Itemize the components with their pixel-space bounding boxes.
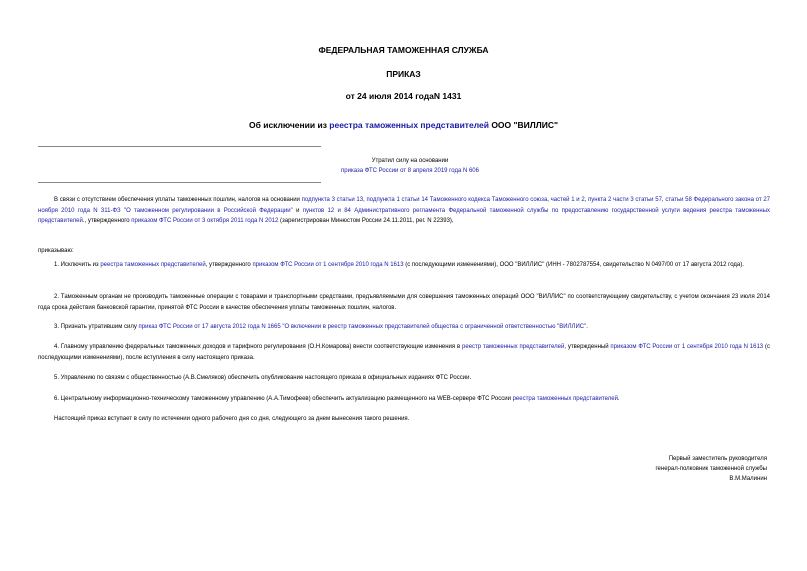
signature-block xyxy=(507,454,767,484)
preamble-text: и xyxy=(292,207,303,214)
signer-rank: генерал-полковник таможенной службы xyxy=(655,466,767,472)
item-text: (с последующими изменениями), ООО "ВИЛЛИС" (ИНН - 7802787554, свидетельство N 0497/00 от 17 августа 2012 года). xyxy=(403,262,744,268)
item-link[interactable]: приказ ФТС России от 17 августа 2012 года N 1665 "О включении в реестр таможенных представителей общества с ограниченной ответственностью "ВИЛЛИС" xyxy=(138,324,587,330)
preamble-link[interactable]: статьи 58 Федерального закона от 27 ноября 2010 года N 311-ФЗ "О таможенном регулировании в Российской Федерации" xyxy=(38,197,771,214)
orders-word: приказываю: xyxy=(38,248,74,254)
item-text: 6. Центральному информационно-техническому таможенному управлению (А.А.Тимофеев) обеспечить актуализацию размещенного на WEB-сервере ФТС России xyxy=(54,396,513,402)
item-link[interactable]: реестра таможенных представителей xyxy=(100,262,206,268)
preamble-link[interactable]: подпункта 3 статьи 13 xyxy=(301,197,364,203)
document-title xyxy=(0,120,807,130)
item-link[interactable]: реестр таможенных представителей xyxy=(462,344,565,350)
signer-name: В.М.Малинин xyxy=(729,476,767,482)
item-1 xyxy=(38,260,770,271)
title-post: ООО "ВИЛЛИС" xyxy=(488,120,558,130)
item-link[interactable]: приказом ФТС России от 1 сентября 2010 года N 1613 xyxy=(610,344,764,350)
bottom-divider xyxy=(38,182,321,183)
preamble-paragraph xyxy=(38,195,770,227)
signer-position: Первый заместитель руководителя xyxy=(668,456,767,462)
item-2: 2. Таможенным органам не производить таможенные операции с товарами и транспортными средствами, предъявляемыми для совершения таможенных операций ООО "ВИЛЛИС" по соответствующему свидетельству, с учетом окончания 23 июля 2014 года срока действия банковской гарантии, принятой ФТС России в качестве обеспечения уплаты таможенных пошлин, налогов. xyxy=(38,294,770,311)
preamble-text: , xyxy=(363,197,367,203)
preamble-link[interactable]: пункта 2 части 3 статьи 57 xyxy=(588,197,662,203)
repeal-notice-text: Утратил силу на основании xyxy=(371,158,449,164)
item-5: 5. Управлению по связям с общественностью (А.В.Смеляков) обеспечить опубликование настоящего приказа в официальных изданиях ФТС России. xyxy=(54,375,472,381)
preamble-link[interactable]: подпункта 1 статьи 14 Таможенного кодекса Таможенного союза xyxy=(366,197,548,203)
item-text: . xyxy=(586,324,588,330)
item-text: 1. Исключить из xyxy=(54,262,101,268)
preamble-link[interactable]: приказом ФТС России от 3 октября 2011 года N 2012 xyxy=(131,218,279,224)
item-6 xyxy=(38,394,770,405)
title-pre: Об исключении из xyxy=(249,120,330,130)
item-link[interactable]: приказом ФТС России от 1 сентября 2010 года N 1613 xyxy=(252,262,404,268)
item-text: (с последующими изменениями), после вступления в силу настоящего приказа. xyxy=(38,344,770,361)
preamble-link[interactable]: частей 1 и 2 xyxy=(550,197,585,203)
preamble-text: (зарегистрирован Минюстом России 24.11.2011, рег. N 22393), xyxy=(278,218,454,224)
agency-heading: ФЕДЕРАЛЬНАЯ ТАМОЖЕННАЯ СЛУЖБА xyxy=(318,45,489,55)
item-text: 4. Главному управлению федеральных таможенных доходов и тарифного регулирования (О.Н.Комарова) внести соответствующие изменения в xyxy=(54,344,463,350)
repeal-order-link[interactable]: приказа ФТС России от 8 апреля 2019 года N 606 xyxy=(341,168,479,174)
preamble-link[interactable]: пунктов 12 и 84 Административного регламента Федеральной таможенной службы по предоставлению государственной услуги ведения реестра таможенных представителей xyxy=(38,207,771,224)
item-text: . xyxy=(617,396,620,402)
item-text: , утвержденного xyxy=(205,262,253,268)
document-type: ПРИКАЗ xyxy=(386,69,421,79)
preamble-text: В связи с отсутствием обеспечения уплаты таможенных пошлин, налогов на основании xyxy=(54,197,302,203)
title-registry-link[interactable]: реестра таможенных представителей xyxy=(329,120,489,130)
preamble-text: ., утвержденного xyxy=(82,218,132,224)
effective-clause: Настоящий приказ вступает в силу по истечении одного рабочего дня со дня, следующего за днем вынесения такого решения. xyxy=(54,416,410,422)
item-text: 3. Признать утратившим силу xyxy=(54,324,139,330)
item-link[interactable]: реестра таможенных представителей xyxy=(512,396,618,402)
document-date: от 24 июля 2014 годаN 1431 xyxy=(345,91,462,101)
top-divider xyxy=(38,146,321,147)
preamble-text: , xyxy=(661,197,666,203)
item-3 xyxy=(38,322,770,333)
preamble-text: , xyxy=(547,197,551,203)
preamble-text: , xyxy=(584,197,589,203)
item-text: , утвержденный xyxy=(564,344,611,350)
repeal-notice xyxy=(320,156,500,176)
item-4 xyxy=(38,342,770,363)
